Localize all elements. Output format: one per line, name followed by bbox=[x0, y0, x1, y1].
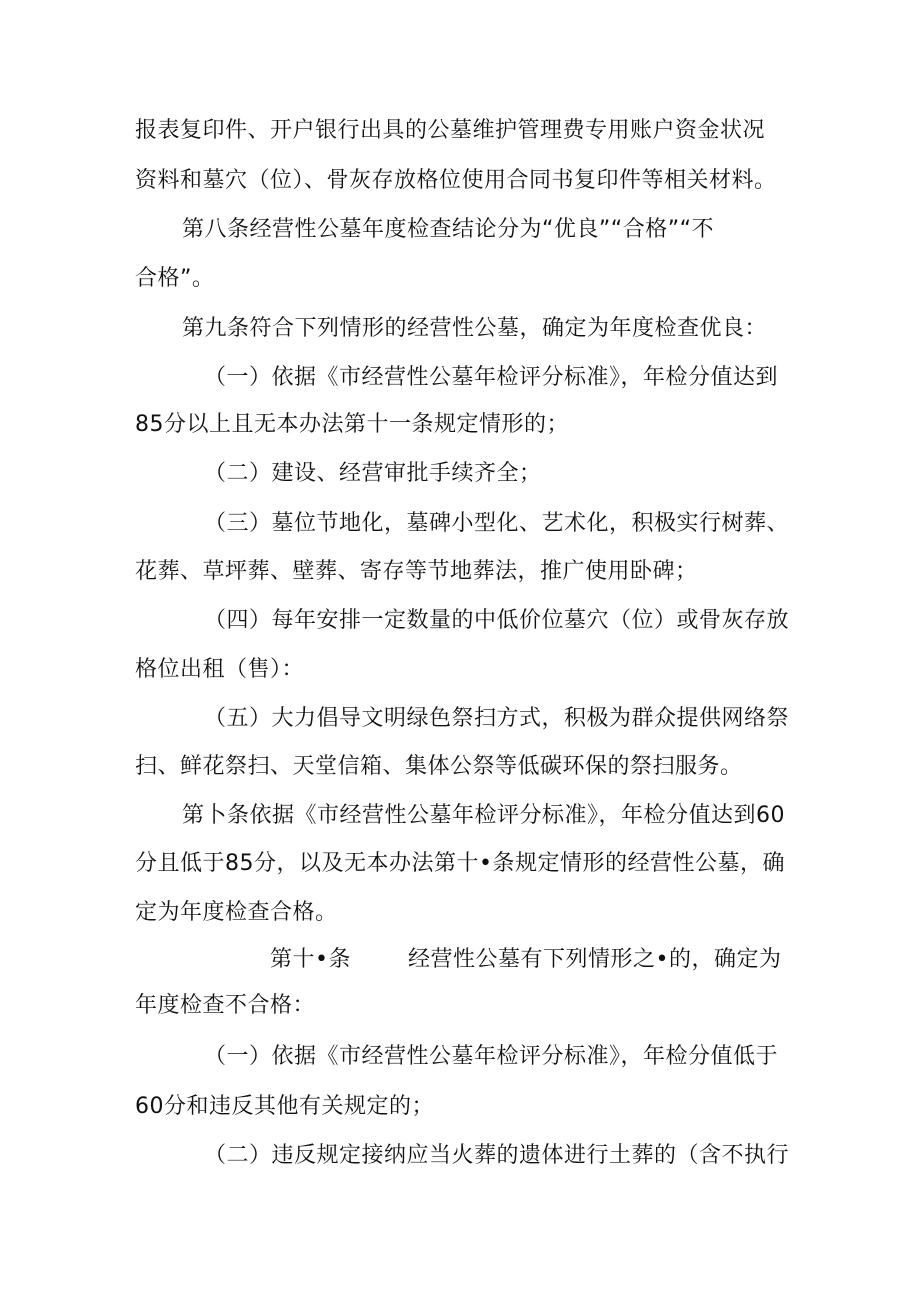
list-item-3: （三）墓位节地化，墓碑小型化、艺术化，积极实行树葬、 bbox=[204, 511, 790, 536]
text-line: 分且低于85分，以及无本办法第十•条规定情形的经营性公墓，确 bbox=[135, 851, 785, 876]
list-item-5: （五）大力倡导文明绿色祭扫方式，积极为群众提供网络祭 bbox=[204, 706, 790, 731]
text-line: 格位出租（售）： bbox=[135, 657, 305, 682]
text-line: 定为年度检查合格。 bbox=[135, 900, 338, 925]
list-item-1: （一）依据《市经营性公墓年检评分标准》，年检分值达到 bbox=[204, 365, 779, 390]
text-line: 报表复印件、开户银行出具的公墓维护管理费专用账户资金状况 bbox=[135, 118, 766, 143]
text-line: 花葬、草坪葬、壁葬、寄存等节地葬法，推广使用卧碑； bbox=[135, 559, 698, 584]
text-line: 60分和违反其他有关规定的； bbox=[135, 1094, 434, 1119]
article-10-line: 第卜条依据《市经营性公墓年检评分标准》，年检分值达到60 bbox=[182, 803, 785, 828]
text-line: 资料和墓穴（位）、骨灰存放格位使用合同书复印件等相关材料。 bbox=[135, 168, 777, 193]
list-item-2: （二）建设、经营审批手续齐全； bbox=[204, 461, 542, 486]
article-11-heading: 第十•条 bbox=[270, 947, 351, 972]
text-line: 年度检查不合格： bbox=[135, 993, 316, 1018]
text-line: 扫、鲜花祭扫、天堂信箱、集体公祭等低碳环保的祭扫服务。 bbox=[135, 754, 743, 779]
list-item-2: （二）违反规定接纳应当火葬的遗体进行土葬的（含不执行 bbox=[204, 1143, 790, 1168]
article-8-line: 第八条经营性公墓年度检查结论分为“优良”“合格”“不 bbox=[182, 217, 714, 242]
text-line: 85分以上且无本办法第十一条规定情形的； bbox=[135, 412, 569, 437]
article-9-line: 第九条符合下列情形的经营性公墓，确定为年度检查优良： bbox=[182, 316, 768, 341]
list-item-1: （一）依据《市经营性公墓年检评分标准》，年检分值低于 bbox=[204, 1044, 779, 1069]
list-item-4: （四）每年安排一定数量的中低价位墓穴（位）或骨灰存放 bbox=[204, 608, 790, 633]
article-11-line: 经营性公墓有下列情形之•的，确定为 bbox=[408, 947, 782, 972]
text-line: 合格”。 bbox=[135, 266, 215, 291]
